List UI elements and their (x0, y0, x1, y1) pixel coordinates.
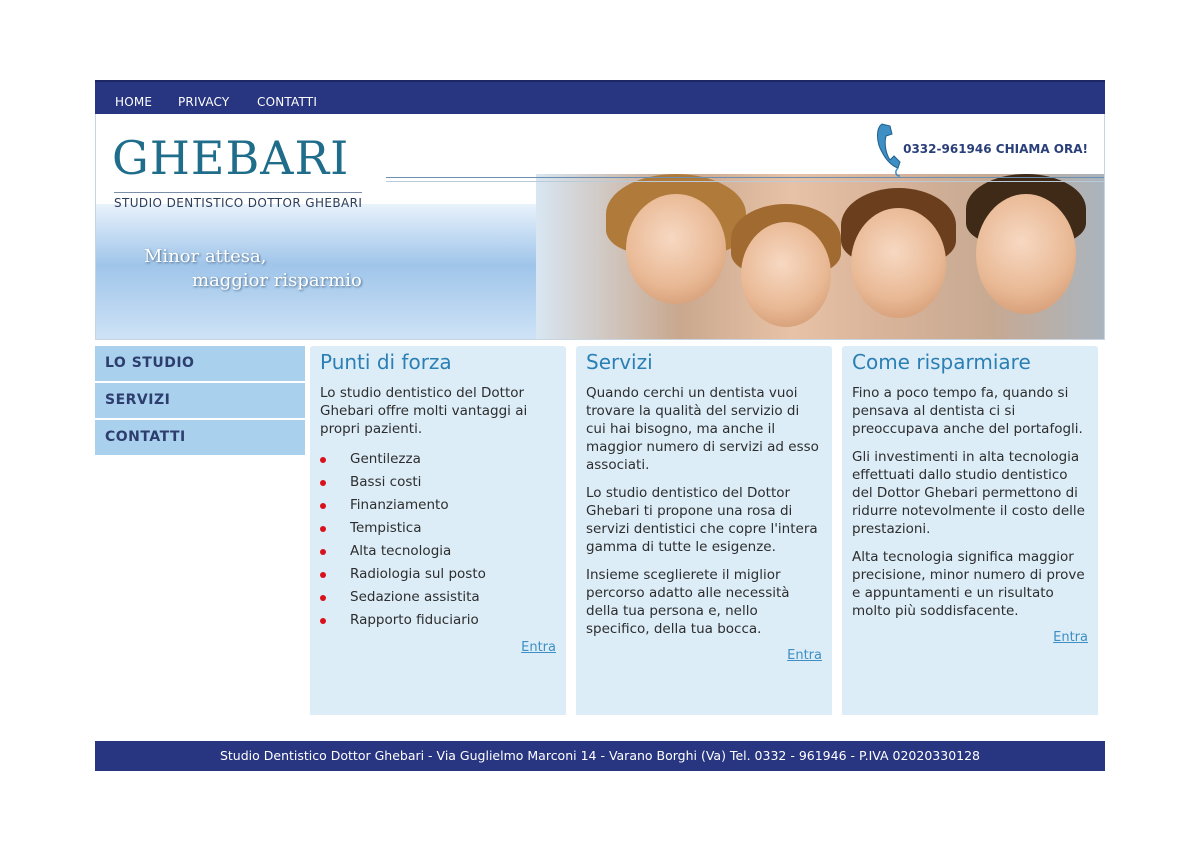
nav-privacy-link[interactable]: PRIVACY (178, 95, 230, 109)
list-item: Rapporto fiduciario (320, 609, 556, 632)
column-paragraph: Quando cerchi un dentista vuoi trovare la qualità del servizio di cui hai bisogno, ma anche il maggior numero di servizi ad esso associati. (586, 385, 819, 473)
list-item: Tempistica (320, 517, 556, 540)
column-title: Come risparmiare (852, 350, 1031, 374)
header-banner (95, 114, 1105, 340)
list-item: Radiologia sul posto (320, 563, 556, 586)
logo-subtitle: STUDIO DENTISTICO DOTTOR GHEBARI (114, 192, 362, 210)
bullet-dot-icon (320, 595, 326, 601)
entra-link[interactable]: Entra (1053, 630, 1088, 645)
features-list (320, 448, 556, 632)
phone-cta: CHIAMA ORA! (995, 142, 1088, 156)
sidebar-menu (95, 346, 305, 457)
bullet-dot-icon (320, 480, 326, 486)
bullet-dot-icon (320, 549, 326, 555)
bullet-dot-icon (320, 503, 326, 509)
slogan-line-1: Minor attesa, (144, 246, 267, 267)
bullet-dot-icon (320, 572, 326, 578)
bullet-dot-icon (320, 457, 326, 463)
list-item: Finanziamento (320, 494, 556, 517)
list-item: Alta tecnologia (320, 540, 556, 563)
banner-rule-secondary (386, 181, 1105, 182)
telephone-icon (874, 122, 902, 178)
sidebar-item-contatti[interactable]: CONTATTI (95, 420, 305, 455)
column-intro: Lo studio dentistico del Dottor Ghebari offre molti vantaggi ai propri pazienti. (320, 385, 528, 437)
column-punti-di-forza (310, 346, 566, 715)
column-come-risparmiare (842, 346, 1098, 715)
column-title: Servizi (586, 350, 653, 374)
phone-callout[interactable] (903, 142, 1088, 156)
logo-wordmark[interactable]: GHEBARI (112, 131, 350, 185)
nav-contatti-link[interactable]: CONTATTI (257, 95, 318, 109)
column-paragraph: Gli investimenti in alta tecnologia effettuati dallo studio dentistico del Dottor Ghebari permettono di ridurre notevolmente il costo delle prestazioni. (852, 449, 1085, 537)
footer-text: Studio Dentistico Dottor Ghebari - Via Guglielmo Marconi 14 - Varano Borghi (Va) Tel. 0332 - 961946 - P.IVA 02020330128 (219, 748, 981, 763)
top-navigation (95, 80, 1105, 114)
bullet-dot-icon (320, 618, 326, 624)
page-wrapper (95, 80, 1105, 763)
nav-home-link[interactable]: HOME (115, 95, 153, 109)
phone-number[interactable]: 0332-961946 (903, 142, 992, 156)
column-paragraph: Alta tecnologia significa maggior precisione, minor numero di prove e appuntamenti e un risultato molto più soddisfacente. (852, 549, 1085, 619)
list-item: Gentilezza (320, 448, 556, 471)
entra-link[interactable]: Entra (521, 640, 556, 655)
list-item: Bassi costi (320, 471, 556, 494)
sidebar-item-servizi[interactable]: SERVIZI (95, 383, 305, 418)
footer-bar (95, 741, 1105, 771)
bullet-dot-icon (320, 526, 326, 532)
entra-link[interactable]: Entra (787, 648, 822, 663)
column-paragraph: Lo studio dentistico del Dottor Ghebari ti propone una rosa di servizi dentistici che copre l'intera gamma di tutte le esigenze. (586, 485, 818, 555)
column-title: Punti di forza (320, 350, 452, 374)
slogan-line-2: maggior risparmio (192, 270, 362, 291)
family-photo (536, 174, 1105, 340)
column-paragraph: Fino a poco tempo fa, quando si pensava al dentista ci si preoccupava anche del portafogli. (852, 385, 1083, 437)
column-servizi (576, 346, 832, 715)
list-item: Sedazione assistita (320, 586, 556, 609)
column-paragraph: Insieme sceglierete il miglior percorso adatto alle necessità della tua persona e, nello specifico, della tua bocca. (586, 567, 790, 637)
banner-rule (386, 177, 1105, 178)
sidebar-item-lo-studio[interactable]: LO STUDIO (95, 346, 305, 381)
